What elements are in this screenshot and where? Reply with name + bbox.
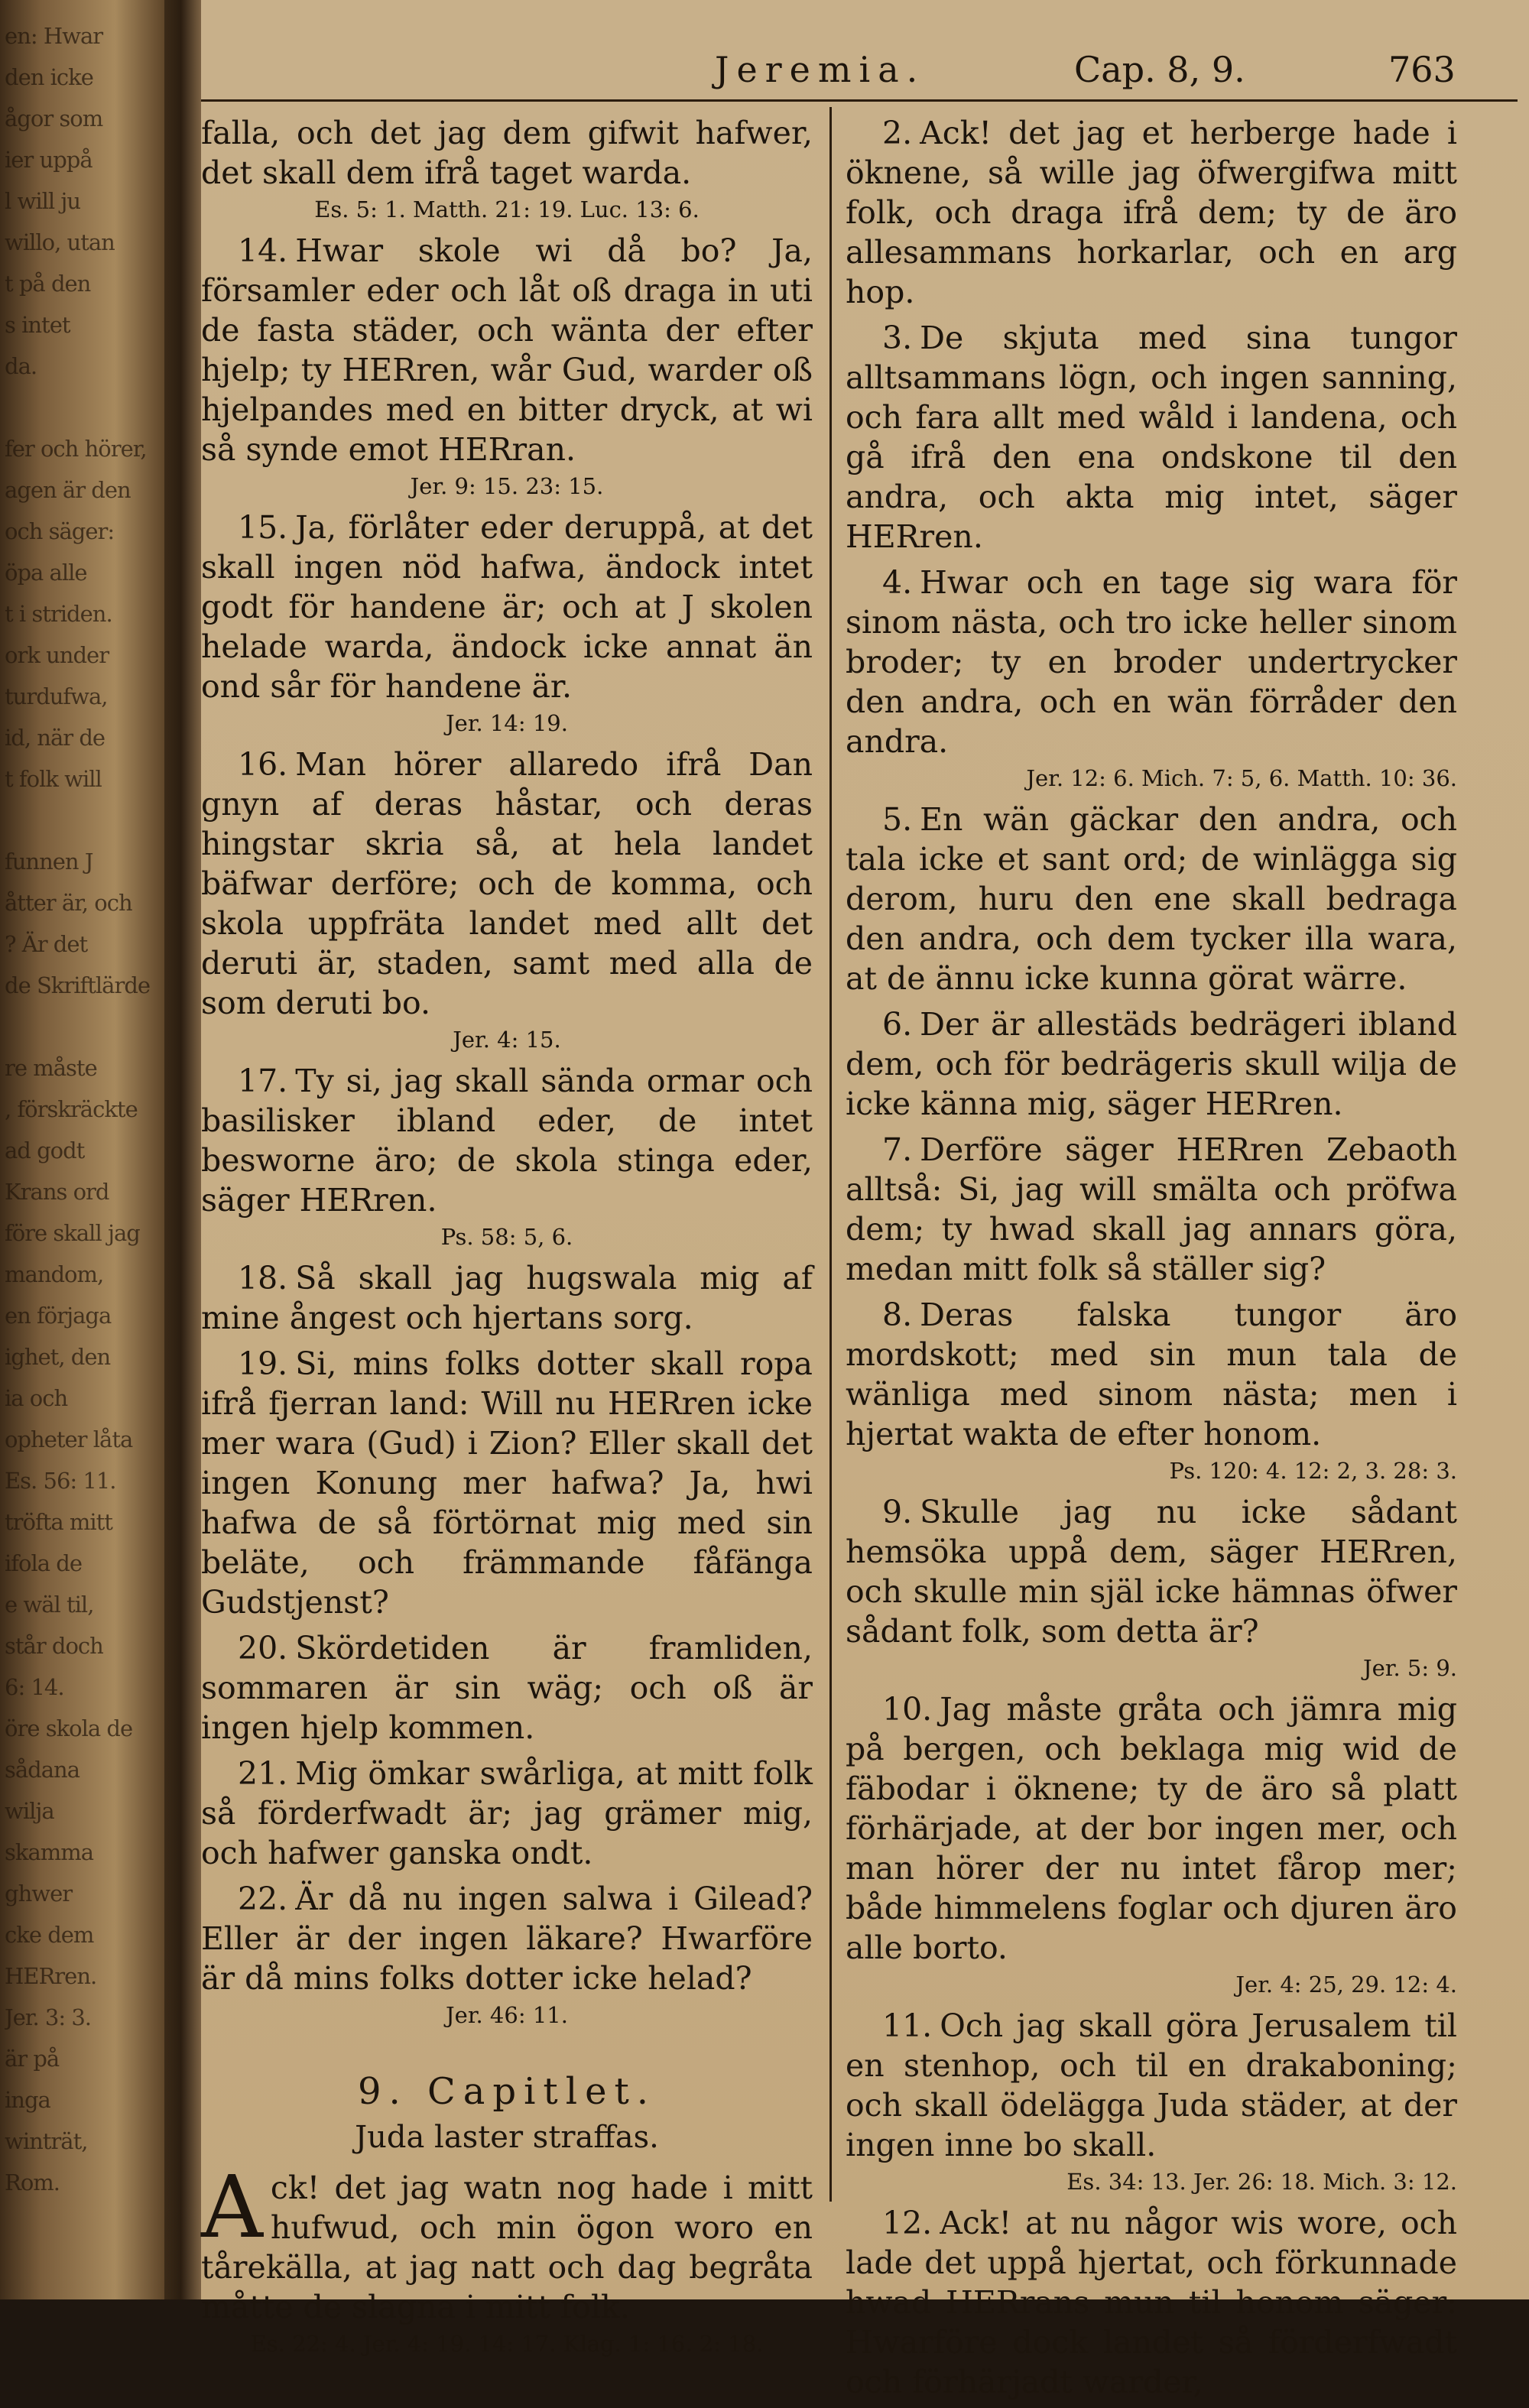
facing-line: wilja	[5, 1798, 54, 1824]
verse-reference: Jer. 46: 11.	[446, 2002, 568, 2028]
facing-line: de Skriftlärde	[5, 972, 151, 998]
drop-cap: A	[201, 2158, 263, 2257]
chapter-range: Cap. 8, 9.	[1074, 49, 1245, 90]
facing-line: ifola de	[5, 1550, 82, 1576]
facing-line: före skall jag	[5, 1220, 140, 1246]
page-header	[201, 40, 1529, 101]
facing-line	[5, 800, 157, 841]
verse-text: Si, mins folks dotter skall ropa ifrå fjerran land: Will nu HERren icke mer wara (Gud) i Zion? Eller skall det ingen Konung mer hafwa? Ja, hwi hafwa de så förtörnat mig med sin beläte, och främmande fåfänga Gudstjenst?	[201, 1345, 813, 1621]
verse-text: Ack! det jag et herberge hade i öknene, så wille jag öfwergifwa mitt folk, och draga ifrå dem; ty de äro allesammans horkarlar, och en arg hop.	[846, 115, 1457, 310]
facing-line: winträt,	[5, 2128, 88, 2154]
verse-text: Man hörer allaredo ifrå Dan gnyn af deras håstar, och deras hingstar skria så, at hela landet bäfwar derföre; och de komma, och skola uppfräta landet med allt det deruti är, staden, samt med alla de som deruti bo.	[201, 746, 813, 1021]
verse-text: Skördetiden är framliden, sommaren är sin wäg; och oß är ingen hjelp kommen.	[201, 1630, 813, 1746]
verse-reference: Es. 34: 13. Jer. 26: 18. Mich. 3: 12.	[1066, 2169, 1457, 2195]
verse-reference: Jer. 4: 15.	[453, 1027, 561, 1053]
verse	[846, 1004, 1457, 1124]
facing-line: funnen J	[5, 849, 93, 875]
facing-line: en förjaga	[5, 1303, 112, 1329]
verse-text: Ty si, jag skall sända ormar och basilisker ibland eder, de intet besworne äro; de skola stinga eder, säger HERren.	[201, 1063, 813, 1219]
verse-text: En wän gäckar den andra, och tala icke et sant ord; de winlägga sig derom, huru den ene skall bedraga den andra, och dem tycker illa wara, at de ännu icke kunna görat wärre.	[846, 801, 1457, 997]
facing-line: turdufwa,	[5, 683, 108, 709]
verse-reference: Jer. 4: 25, 29. 12: 4.	[1235, 1972, 1457, 1997]
right-verse-list	[846, 113, 1457, 2402]
verse-reference: Jer. 14: 19.	[446, 710, 568, 736]
facing-line: är på	[5, 2046, 60, 2072]
verse-number: 16.	[238, 746, 288, 783]
facing-line: e wäl til,	[5, 1592, 94, 1618]
verse-text: Mig ömkar swårliga, at mitt folk så förderfwadt är; jag grämer mig, och hafwer ganska ondt.	[201, 1755, 813, 1871]
chapter-heading: 9. Capitlet.	[357, 2070, 657, 2113]
verse-number: 14.	[238, 232, 288, 269]
verse-text: Är då nu ingen salwa i Gilead? Eller är der ingen läkare? Hwarföre är då mins folks dotter icke helad?	[201, 1881, 813, 1997]
verse-text: Ack! at nu någor wis wore, och lade det uppå hjertat, och förkunnade hwad HERrans mun til honom säger: Hwarföre dock landet så förderfwadt och förhärjadt warder,	[846, 2205, 1457, 2400]
facing-line: öre skola de	[5, 1715, 133, 1741]
chapter-subtitle: Juda laster straffas.	[355, 2120, 659, 2155]
verse-one-text: ck! det jag watn nog hade i mitt hufwud, och min ögon woro en tårekälla, at jag natt och dag begråta måtte de slagna i mitt folk.	[201, 2169, 813, 2325]
verse-text: Hwar och en tage sig wara för sinom nästa, och tro icke heller sinom broder; ty en broder undertrycker den andra, och en wän förråder den andra.	[846, 564, 1457, 760]
facing-line: ork under	[5, 642, 109, 668]
verse-one-reference: Es. 22: 4. Jer. 4: 19. 14: 17. Klag. 1: 16. 2: 18.	[250, 2331, 764, 2357]
facing-line: opheter låta	[5, 1426, 133, 1452]
verse-reference: Jer. 12: 6. Mich. 7: 5, 6. Matth. 10: 36.	[1026, 765, 1457, 791]
facing-line: sådana	[5, 1757, 80, 1783]
facing-line: den icke	[5, 64, 93, 90]
verse-number: 3.	[882, 320, 913, 356]
header-rule	[201, 99, 1518, 102]
verse	[846, 318, 1457, 557]
facing-line: t folk will	[5, 766, 102, 792]
verse-number: 22.	[238, 1881, 288, 1917]
facing-line: willo, utan	[5, 229, 115, 255]
verse-number: 21.	[238, 1755, 288, 1792]
verse-number: 19.	[238, 1345, 288, 1382]
facing-line	[5, 387, 157, 428]
facing-line: ågor som	[5, 105, 103, 131]
facing-line: t på den	[5, 271, 91, 297]
facing-line: mandom,	[5, 1261, 104, 1287]
verse-text: Så skall jag hugswala mig af mine ångest och hjertans sorg.	[201, 1260, 813, 1336]
facing-line: tröfta mitt	[5, 1509, 112, 1535]
verse-number: 12.	[882, 2205, 933, 2241]
verse-text: Ja, förlåter eder deruppå, at det skall ingen nöd hafwa, ändock intet godt för handene är; och at J skolen helade warda, ändock icke annat än ond sår för handene är.	[201, 509, 813, 705]
facing-line: id, när de	[5, 725, 106, 751]
verse-text: Hwar skole wi då bo? Ja, församler eder och låt oß draga in uti de fasta städer, och wänta der efter hjelp; ty HERren, wår Gud, warder oß hjelpandes med en bitter dryck, at wi så synde emot HERran.	[201, 232, 813, 468]
verse-number: 6.	[882, 1006, 913, 1043]
verse	[201, 1061, 813, 1220]
verse-number: 2.	[882, 115, 913, 151]
verse-text: Der är allestäds bedrägeri ibland dem, och för bedrägeris skull wilja de icke känna mig, säger HERren.	[846, 1006, 1457, 1122]
verse-text: Jag måste gråta och jämra mig på bergen, och beklaga mig wid de fäbodar i öknene; ty de äro så platt förhärjade, at der bor ingen mer, och man hörer der nu intet fårop mer; både himmelens foglar och djuren äro alle borto.	[846, 1691, 1457, 1966]
facing-line: l will ju	[5, 188, 81, 214]
facing-line: s intet	[5, 312, 70, 338]
facing-line: ? Är det	[5, 931, 88, 957]
verse-reference: Jer. 5: 9.	[1362, 1655, 1457, 1681]
verse	[846, 1689, 1457, 1968]
verse	[846, 1295, 1457, 1454]
verse-number: 7.	[882, 1131, 913, 1168]
verse	[201, 508, 813, 706]
verse-text: Och jag skall göra Jerusalem til en stenhop, och til en drakaboning; och skall ödelägga Juda städer, at der ingen inne bo skall.	[846, 2007, 1457, 2163]
main-page	[201, 0, 1529, 2400]
verse-number: 15.	[238, 509, 288, 546]
facing-line: står doch	[5, 1633, 103, 1659]
facing-line: Krans ord	[5, 1179, 109, 1205]
verse	[201, 1879, 813, 1998]
facing-page-text	[5, 15, 157, 2203]
verse	[201, 1754, 813, 1873]
facing-line	[5, 1006, 157, 1047]
verse-number: 20.	[238, 1630, 288, 1666]
verse-reference: Jer. 9: 15. 23: 15.	[410, 473, 604, 499]
facing-line: re måste	[5, 1055, 97, 1081]
facing-line: ia och	[5, 1385, 68, 1411]
book-gutter	[164, 0, 201, 2299]
verse-text: Skulle jag nu icke sådant hemsöka uppå dem, säger HERren, och skulle min själ icke hämnas öfwer sådant folk, som detta är?	[846, 1494, 1457, 1650]
verse-number: 11.	[882, 2007, 933, 2044]
verse	[846, 1130, 1457, 1289]
facing-line: en: Hwar	[5, 23, 103, 49]
book-title: Jeremia.	[715, 49, 926, 90]
facing-line: ier uppå	[5, 147, 93, 173]
verse-number: 8.	[882, 1296, 913, 1333]
facing-line: , förskräckte	[5, 1096, 138, 1122]
verse	[846, 2006, 1457, 2165]
verse-reference: Ps. 120: 4. 12: 2, 3. 28: 3.	[1169, 1458, 1457, 1484]
facing-line: ad godt	[5, 1137, 85, 1163]
verse-number: 4.	[882, 564, 913, 601]
verse	[846, 2203, 1457, 2402]
verse-reference: Es. 5: 1. Matth. 21: 19. Luc. 13: 6.	[314, 196, 700, 222]
verse	[846, 1492, 1457, 1651]
right-column	[846, 113, 1457, 2408]
left-verse-list	[201, 231, 813, 2029]
facing-line: öpa alle	[5, 560, 87, 586]
verse-text: Derföre säger HERren Zebaoth alltså: Si, jag will smälta och pröfwa dem; ty hwad skall jag annars göra, medan mitt folk så ställer sig?	[846, 1131, 1457, 1287]
facing-line: ighet, den	[5, 1344, 111, 1370]
verse	[846, 113, 1457, 312]
facing-line: cke dem	[5, 1922, 94, 1948]
column-divider	[829, 107, 832, 2202]
facing-line: Jer. 3: 3.	[5, 2004, 92, 2030]
facing-line: da.	[5, 353, 37, 379]
facing-line: t i striden.	[5, 601, 112, 627]
facing-line: ghwer	[5, 1881, 73, 1907]
verse-number: 17.	[238, 1063, 288, 1099]
verse	[201, 1344, 813, 1622]
facing-line: Rom.	[5, 2169, 60, 2195]
verse	[201, 231, 813, 469]
facing-line: agen är den	[5, 477, 131, 503]
verse-number: 10.	[882, 1691, 933, 1728]
verse-text: Deras falska tungor äro mordskott; med sin mun tala de wänliga med sinom nästa; men i hjertat wakta de efter honom.	[846, 1296, 1457, 1452]
verse	[846, 800, 1457, 998]
verse-number: 18.	[238, 1260, 288, 1296]
verse-number: 5.	[882, 801, 913, 838]
facing-line: åtter är, och	[5, 890, 132, 916]
verse	[846, 563, 1457, 761]
left-column	[201, 113, 813, 2365]
verse-reference: Ps. 58: 5, 6.	[440, 1224, 573, 1250]
facing-line: Es. 56: 11.	[5, 1468, 116, 1494]
verse-number: 9.	[882, 1494, 913, 1530]
facing-line: skamma	[5, 1839, 94, 1865]
facing-line: inga	[5, 2087, 50, 2113]
verse-text: De skjuta med sina tungor alltsammans lögn, och ingen sanning, och fara allt med wåld i landena, och gå ifrå den ena ondskone til den andra, och akta mig intet, säger HERren.	[846, 320, 1457, 555]
facing-line: fer och hörer,	[5, 436, 147, 462]
verse	[201, 1258, 813, 1338]
facing-line: 6: 14.	[5, 1674, 64, 1700]
verse	[201, 1628, 813, 1748]
verse-one	[201, 2158, 813, 2327]
page-number: 763	[1388, 49, 1456, 90]
continued-verse: falla, och det jag dem gifwit hafwer, det skall dem ifrå taget warda.	[201, 115, 813, 191]
verse	[201, 745, 813, 1023]
facing-page	[0, 0, 164, 2299]
facing-line: och säger:	[5, 518, 115, 544]
facing-line: HERren.	[5, 1963, 97, 1989]
